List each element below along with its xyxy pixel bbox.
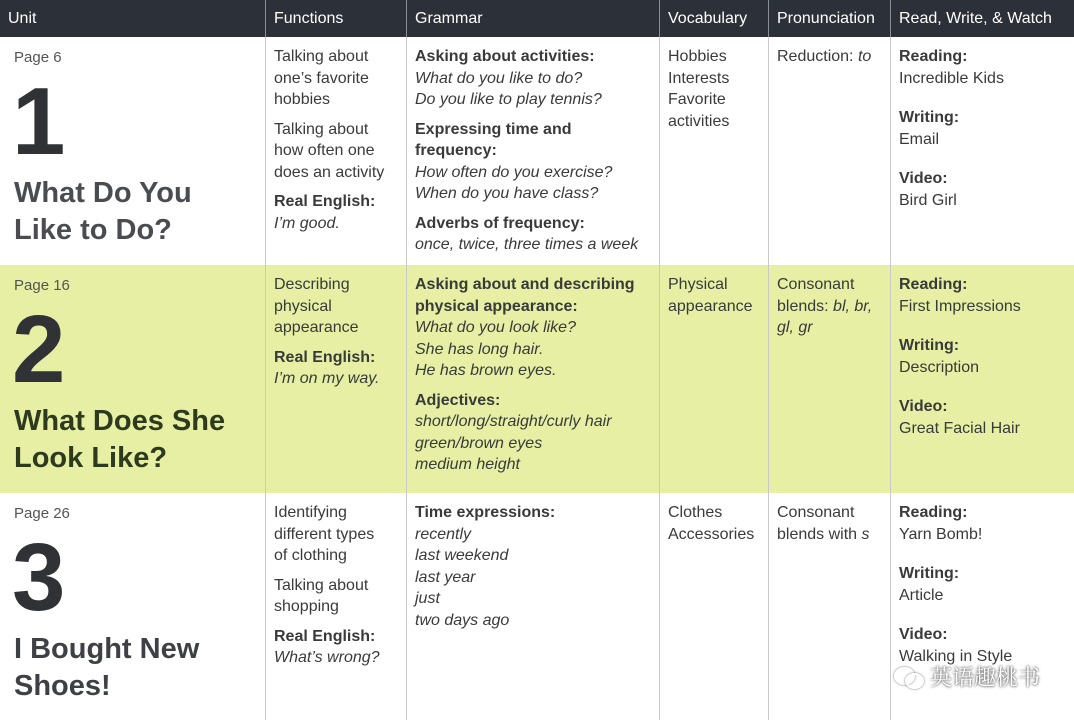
header-vocabulary: Vocabulary [660, 0, 769, 37]
function-line: Identifying [274, 504, 347, 521]
unit-row-1 [0, 37, 1074, 265]
unit-cell [0, 37, 266, 265]
unit-title-line: Like to Do? [14, 213, 172, 246]
function-line: one’s favorite [274, 69, 369, 87]
read-write-watch-cell [891, 37, 1074, 265]
grammar-example: recently [415, 525, 472, 543]
writing-title: Article [899, 586, 944, 604]
grammar-heading: Adverbs of frequency: [415, 214, 585, 232]
pronunciation-cell [769, 37, 891, 265]
unit-title [14, 175, 259, 249]
function-line: Talking about [274, 576, 369, 594]
header-read-write-watch: Read, Write, & Watch [899, 10, 1052, 27]
vocabulary-item: Physical [668, 276, 728, 293]
function-line: of clothing [274, 547, 347, 564]
grammar-example: last weekend [415, 547, 509, 564]
pronunciation-cell [769, 493, 891, 720]
reading-title: Incredible Kids [899, 69, 1004, 87]
real-english-label: Real English: [274, 348, 376, 366]
grammar-heading: Asking about activities: [415, 48, 595, 65]
grammar-heading: physical appearance: [415, 297, 578, 315]
page-reference: Page 26 [14, 505, 70, 522]
unit-cell [0, 493, 266, 720]
grammar-example: Do you like to play tennis? [415, 91, 602, 108]
read-write-watch-cell [891, 265, 1074, 493]
grammar-example: short/long/straight/curly hair [415, 413, 612, 430]
grammar-cell [407, 265, 660, 493]
unit-title-line: I Bought New [14, 632, 200, 665]
unit-row-2 [0, 265, 1074, 493]
grammar-heading: Asking about and describing [415, 276, 635, 293]
function-line: how often one [274, 142, 375, 159]
grammar-example: How often do you exercise? [415, 163, 613, 181]
reading-label: Reading: [899, 48, 968, 65]
function-line: appearance [274, 319, 359, 336]
grammar-heading: Adjectives: [415, 391, 501, 409]
unit-title [14, 631, 259, 705]
video-label: Video: [899, 170, 948, 187]
function-line: Talking about [274, 48, 369, 65]
video-title: Great Facial Hair [899, 419, 1020, 437]
grammar-heading: Time expressions: [415, 504, 556, 521]
header-functions: Functions [266, 0, 407, 37]
video-title: Walking in Style [899, 647, 1013, 665]
vocabulary-cell [660, 37, 769, 265]
table-header [0, 0, 1074, 37]
writing-label: Writing: [899, 565, 960, 582]
reading-label: Reading: [899, 504, 968, 521]
unit-number: 1 [12, 67, 63, 175]
pronunciation-item: bl, br, [833, 297, 873, 315]
function-line: Talking about [274, 120, 369, 138]
real-english-label: Real English: [274, 193, 376, 210]
writing-label: Writing: [899, 337, 960, 354]
video-label: Video: [899, 398, 948, 415]
pronunciation-cell [769, 265, 891, 493]
reading-title: First Impressions [899, 297, 1021, 315]
pronunciation-label: blends with [777, 525, 862, 543]
functions-cell [266, 493, 407, 720]
functions-cell [266, 265, 407, 493]
unit-title-line: What Does She [14, 404, 226, 437]
watermark-text: 英语趣桃书 [929, 665, 1040, 690]
vocabulary-item: Hobbies [668, 48, 727, 65]
functions-cell [266, 37, 407, 265]
grammar-example: What do you look like? [415, 319, 576, 336]
grammar-example: He has brown eyes. [415, 362, 557, 379]
grammar-heading: frequency: [415, 142, 497, 159]
vocabulary-item: activities [668, 112, 730, 130]
grammar-cell [407, 493, 660, 720]
function-line: shopping [274, 598, 339, 615]
grammar-example: once, twice, three times a week [415, 236, 639, 253]
function-line: Describing [274, 276, 350, 293]
unit-number: 2 [12, 295, 63, 403]
page-reference: Page 6 [14, 49, 62, 66]
function-line: different types [274, 525, 375, 543]
unit-title [14, 403, 259, 477]
pronunciation-text [777, 524, 884, 546]
real-english-text: What’s wrong? [274, 649, 380, 666]
header-pronunciation: Pronunciation [769, 0, 891, 37]
video-label: Video: [899, 626, 948, 643]
function-line: physical [274, 297, 332, 315]
unit-title-line: Shoes! [14, 669, 111, 702]
vocabulary-item: Accessories [668, 525, 755, 543]
unit-title-line: Look Like? [14, 441, 168, 474]
grammar-example: medium height [415, 456, 520, 473]
real-english-label: Real English: [274, 627, 376, 645]
wechat-icon [894, 665, 924, 689]
pronunciation-label: Consonant [777, 504, 855, 521]
pronunciation-text [777, 296, 884, 318]
reading-title: Yarn Bomb! [899, 525, 983, 543]
writing-label: Writing: [899, 109, 960, 126]
function-line: hobbies [274, 91, 331, 108]
pronunciation-item: s [861, 525, 870, 543]
unit-cell [0, 265, 266, 493]
vocabulary-cell [660, 265, 769, 493]
real-english-text: I’m on my way. [274, 370, 380, 387]
pronunciation-text [777, 46, 884, 68]
reading-label: Reading: [899, 276, 968, 293]
unit-number: 3 [12, 523, 63, 631]
pronunciation-item: to [857, 48, 872, 65]
grammar-example: When do you have class? [415, 185, 599, 202]
vocabulary-item: appearance [668, 297, 753, 315]
vocabulary-cell [660, 493, 769, 720]
grammar-example: last year [415, 568, 476, 586]
unit-title-line: What Do You [14, 176, 192, 209]
pronunciation-label: blends: [777, 297, 834, 315]
vocabulary-item: Favorite [668, 91, 726, 108]
writing-title: Email [899, 130, 940, 148]
video-title: Bird Girl [899, 191, 957, 209]
vocabulary-item: Clothes [668, 504, 723, 521]
grammar-example: She has long hair. [415, 340, 544, 358]
grammar-cell [407, 37, 660, 265]
grammar-example: two days ago [415, 611, 510, 629]
grammar-example: green/brown eyes [415, 434, 543, 452]
grammar-heading: Expressing time and [415, 120, 572, 138]
header-unit: Unit [0, 0, 266, 37]
pronunciation-item: gl, gr [777, 319, 813, 336]
grammar-example: just [415, 590, 440, 607]
real-english-text: I’m good. [274, 214, 340, 232]
page-reference: Page 16 [14, 277, 70, 294]
vocabulary-item: Interests [668, 69, 730, 87]
pronunciation-label: Consonant [777, 276, 855, 293]
function-line: does an activity [274, 163, 385, 181]
header-grammar: Grammar [407, 0, 660, 37]
grammar-example: What do you like to do? [415, 69, 583, 87]
watermark [894, 661, 1040, 692]
pronunciation-label: Reduction: [777, 48, 858, 65]
writing-title: Description [899, 358, 980, 376]
